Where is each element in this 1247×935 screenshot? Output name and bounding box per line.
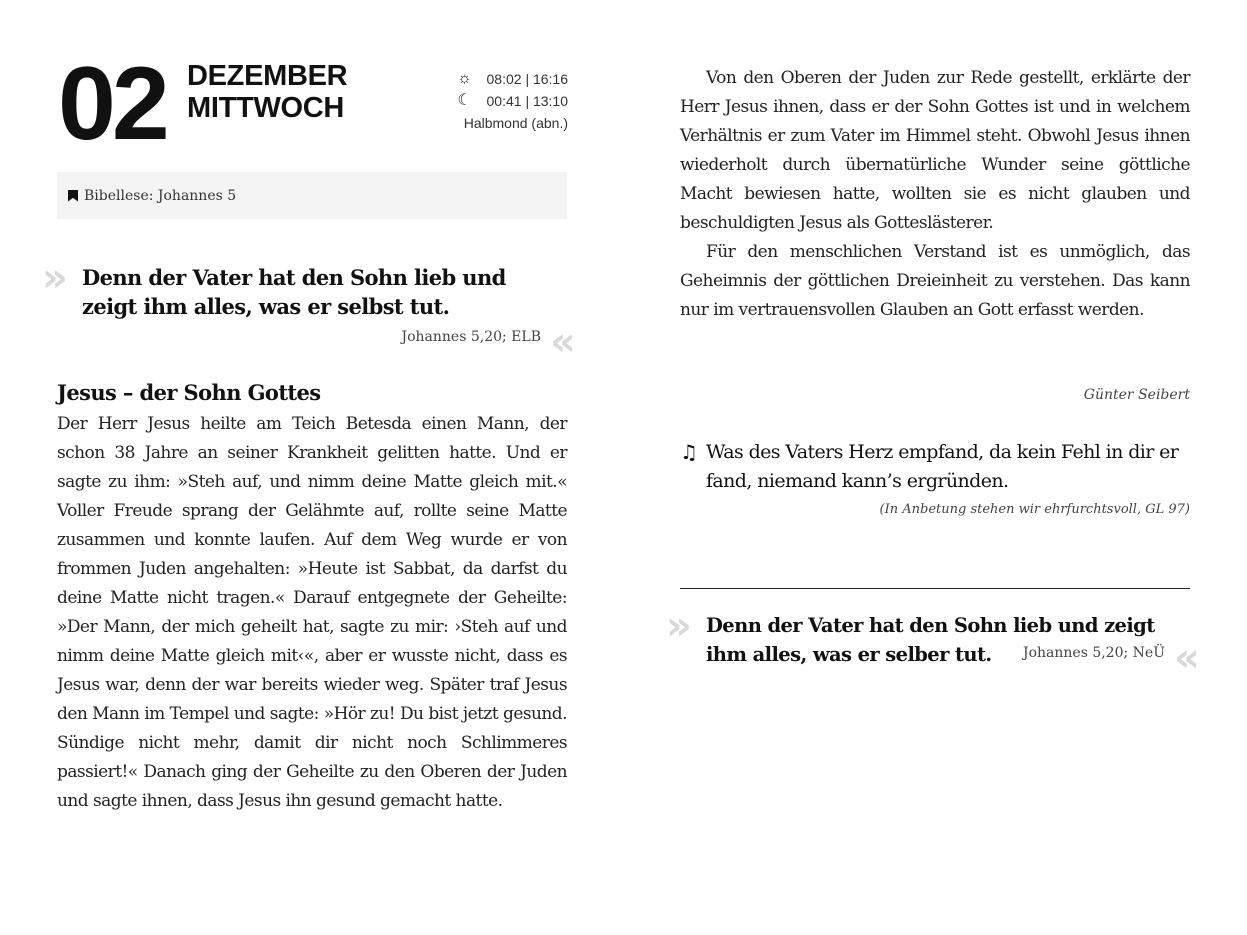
open-quote-icon: » — [42, 255, 68, 301]
weekday-name: MITTWOCH — [187, 92, 345, 124]
date-header — [58, 46, 568, 162]
article-paragraph: Von den Oberen der Juden zur Rede gestellt, erklärte der Herr Jesus ihnen, dass er der Sohn Gottes ist und in welchem Verhältnis er zum Vater im Himmel steht. Obwohl Jesus ihnen wiederholt durch übernatürliche Wunder seine göttliche Macht bewiesen hatte, wollten sie es nicht glauben und beschuldigten Jesus als Gotteslästerer. — [680, 68, 1190, 233]
article-title: Jesus – der Sohn Gottes — [57, 380, 321, 405]
article-paragraph: Der Herr Jesus heilte am Teich Betesda einen Mann, der schon 38 Jahre an seiner Krankheit gelitten hatte. Und er sagte zu ihm: »Steh auf, und nimm deine Matte gleich mit.« Voller Freude sprang der Gelähmte auf, rollte seine Matte zusammen und konnte laufen. Auf dem Weg wurde er von frommen Juden angehalten: »Heute ist Sabbat, da darfst du deine Matte nicht tragen.« Darauf entgegnete der Geheilte: »Der Mann, der mich geheilt hat, sagte zu mir: ›Steh auf und nimm deine Matte gleich mit‹«, aber er wusste nicht, dass es Jesus war, denn der war bereits wieder weg. Später traf Jesus den Mann im Tempel und sagte: »Hör zu! Du bist jetzt gesund. Sündige nicht mehr, damit dir nicht noch Schlimmeres passiert!« Danach ging der Geheilte zu den Oberen der Juden und sagte ihnen, dass Jesus ihn gesund gemacht hatte. — [57, 414, 567, 811]
verse-reference: Johannes 5,20; ELB — [401, 329, 541, 345]
close-quote-icon: « — [1174, 635, 1200, 681]
month-name: DEZEMBER — [187, 60, 348, 92]
moon-times: 00:41 | 13:10 — [486, 93, 568, 109]
bookmark-icon — [68, 190, 78, 202]
verse-text: Denn der Vater hat den Sohn lieb und zeigt ihm alles, was er selber tut. — [706, 614, 1155, 666]
open-quote-icon: » — [666, 603, 692, 649]
astro-info — [455, 68, 568, 134]
article-author: Günter Seibert — [1083, 387, 1190, 403]
song-source: (In Anbetung stehen wir ehrfurchtsvoll, GL 97) — [879, 502, 1190, 517]
close-quote-icon: « — [550, 319, 576, 365]
day-number: 02 — [58, 46, 166, 162]
sun-icon: ☼ — [457, 70, 472, 87]
bible-reading-box — [57, 172, 567, 219]
article-continued — [680, 64, 1190, 325]
moon-times-row — [455, 90, 568, 112]
moon-phase-row — [455, 112, 568, 134]
song-text: Was des Vaters Herz empfand, da kein Fehl in dir er fand, niemand kann’s ergründen. — [706, 441, 1179, 492]
music-note-icon: ♫ — [680, 440, 698, 464]
verse-reference: Johannes 5,20; NeÜ — [1022, 645, 1165, 661]
verse-text: Denn der Vater hat den Sohn lieb und zeigt ihm alles, was er selbst tut. — [82, 265, 506, 319]
moon-phase: Halbmond (abn.) — [463, 115, 568, 131]
moon-icon: ☾ — [457, 92, 472, 109]
bible-reading-text: Bibellese: Johannes 5 — [84, 187, 237, 204]
sun-times: 08:02 | 16:16 — [486, 71, 568, 87]
article-paragraph: Für den menschlichen Verstand ist es unmöglich, das Geheimnis der göttlichen Dreieinheit zu verstehen. Das kann nur im vertrauensvollen Glauben an Gott erfasst werden. — [680, 242, 1190, 320]
section-divider — [680, 588, 1190, 589]
sun-times-row — [455, 68, 568, 90]
